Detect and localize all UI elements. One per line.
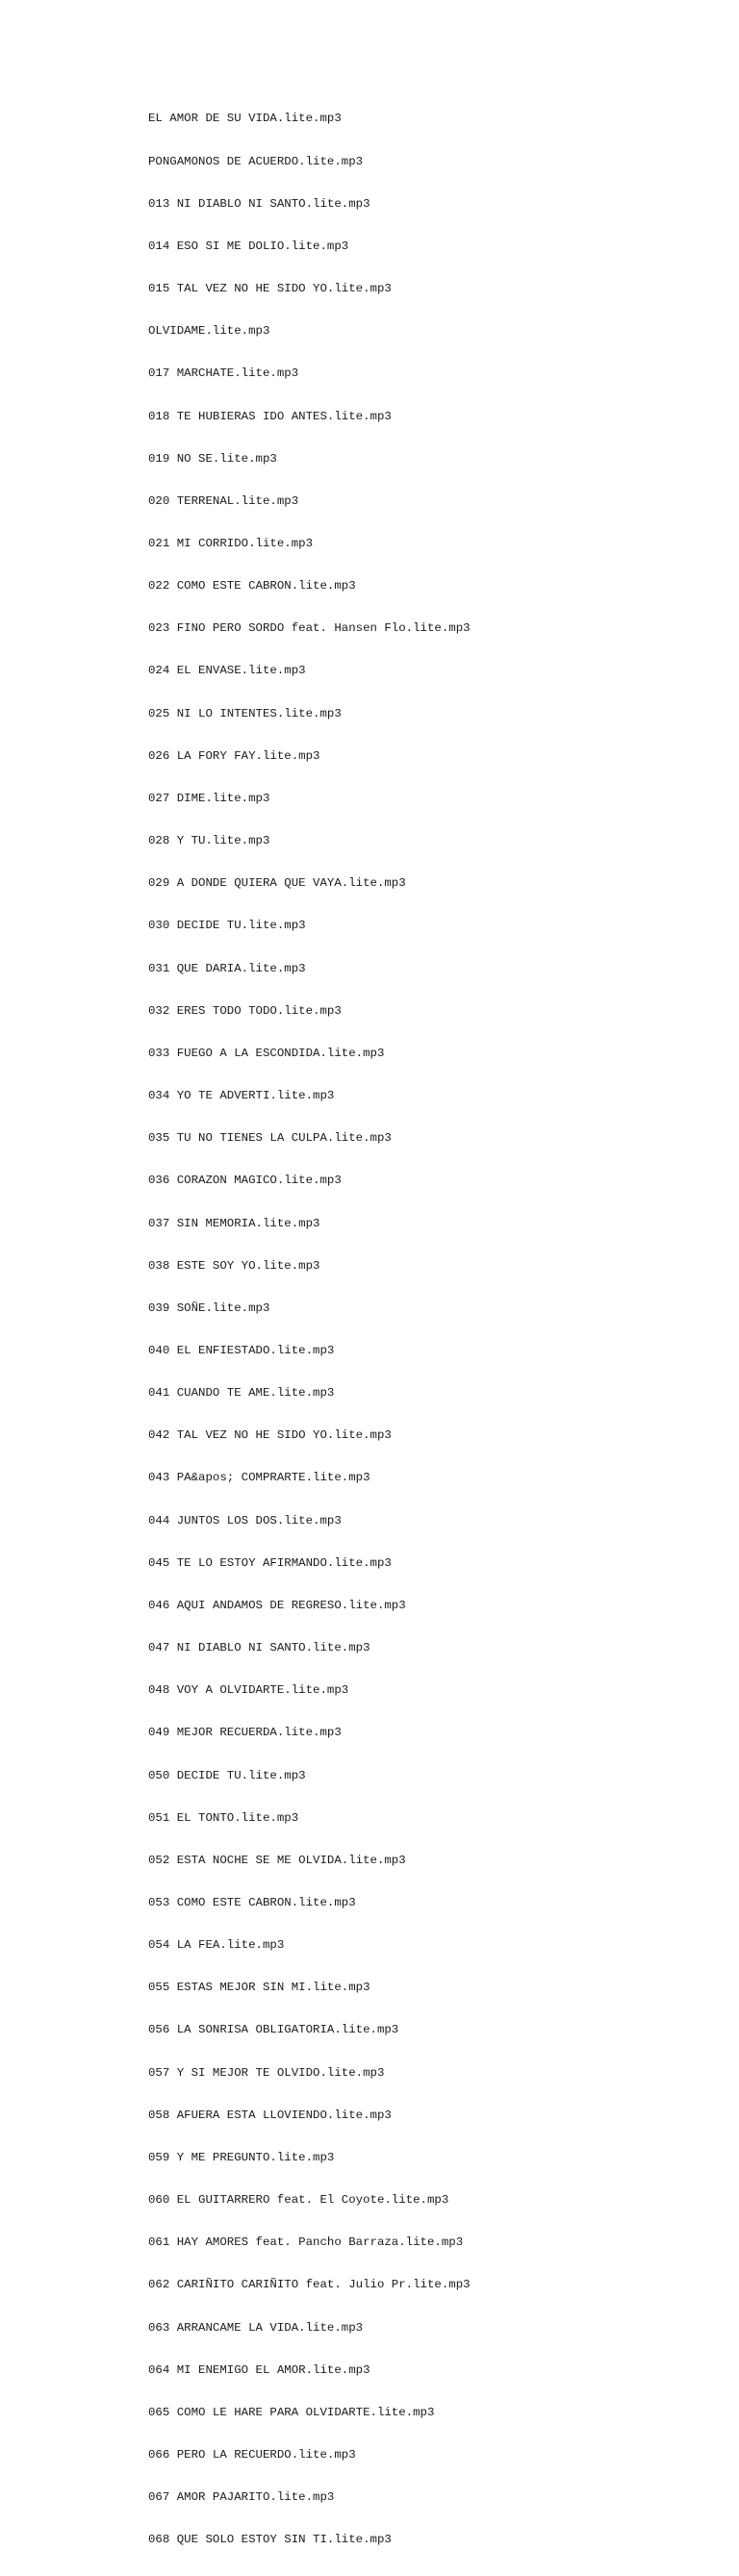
track-filename-line: 048 VOY A OLVIDARTE.lite.mp3	[148, 1683, 349, 1698]
track-filename-line: 052 ESTA NOCHE SE ME OLVIDA.lite.mp3	[148, 1853, 406, 1867]
track-filename-line: 030 DECIDE TU.lite.mp3	[148, 919, 306, 933]
track-filename-line: 019 NO SE.lite.mp3	[148, 451, 277, 466]
track-filename-line: PONGAMONOS DE ACUERDO.lite.mp3	[148, 154, 364, 168]
track-filename-line: 029 A DONDE QUIERA QUE VAYA.lite.mp3	[148, 876, 406, 891]
track-filename-line: 015 TAL VEZ NO HE SIDO YO.lite.mp3	[148, 282, 392, 296]
track-file-list	[148, 84, 471, 2576]
track-filename-line: 062 CARIÑITO CARIÑITO feat. Julio Pr.lite.mp3	[148, 2278, 471, 2292]
track-filename-line: 032 ERES TODO TODO.lite.mp3	[148, 1003, 342, 1018]
track-filename-line: 046 AQUI ANDAMOS DE REGRESO.lite.mp3	[148, 1598, 406, 1612]
track-filename-line: 059 Y ME PREGUNTO.lite.mp3	[148, 2150, 335, 2164]
track-filename-line: 033 FUEGO A LA ESCONDIDA.lite.mp3	[148, 1046, 385, 1060]
track-filename-line: 018 TE HUBIERAS IDO ANTES.lite.mp3	[148, 409, 392, 423]
track-filename-line: 013 NI DIABLO NI SANTO.lite.mp3	[148, 196, 370, 211]
track-filename-line: 064 MI ENEMIGO EL AMOR.lite.mp3	[148, 2362, 370, 2377]
track-filename-line: 056 LA SONRISA OBLIGATORIA.lite.mp3	[148, 2023, 399, 2037]
track-filename-line: 051 EL TONTO.lite.mp3	[148, 1810, 299, 1825]
track-filename-line: 014 ESO SI ME DOLIO.lite.mp3	[148, 239, 349, 253]
track-filename-line: 065 COMO LE HARE PARA OLVIDARTE.lite.mp3	[148, 2405, 435, 2419]
track-filename-line: 047 NI DIABLO NI SANTO.lite.mp3	[148, 1641, 370, 1655]
track-filename-line: 068 QUE SOLO ESTOY SIN TI.lite.mp3	[148, 2533, 392, 2547]
track-filename-line: EL AMOR DE SU VIDA.lite.mp3	[148, 112, 342, 126]
track-filename-line: 021 MI CORRIDO.lite.mp3	[148, 537, 314, 550]
track-filename-line: 058 AFUERA ESTA LLOVIENDO.lite.mp3	[148, 2108, 392, 2122]
track-filename-line: 034 YO TE ADVERTI.lite.mp3	[148, 1089, 335, 1103]
track-filename-line: 028 Y TU.lite.mp3	[148, 834, 270, 848]
track-filename-line: 044 JUNTOS LOS DOS.lite.mp3	[148, 1513, 342, 1528]
track-filename-line: 041 CUANDO TE AME.lite.mp3	[148, 1386, 335, 1401]
track-filename-line: 042 TAL VEZ NO HE SIDO YO.lite.mp3	[148, 1428, 392, 1443]
track-filename-line: 025 NI LO INTENTES.lite.mp3	[148, 706, 342, 720]
track-filename-line: 022 COMO ESTE CABRON.lite.mp3	[148, 579, 356, 593]
track-filename-line: 023 FINO PERO SORDO feat. Hansen Flo.lite.mp3	[148, 621, 471, 636]
track-filename-line: 055 ESTAS MEJOR SIN MI.lite.mp3	[148, 1981, 370, 1995]
track-filename-line: 038 ESTE SOY YO.lite.mp3	[148, 1258, 320, 1273]
track-filename-line: 054 LA FEA.lite.mp3	[148, 1938, 285, 1953]
track-filename-line: 053 COMO ESTE CABRON.lite.mp3	[148, 1896, 356, 1909]
track-filename-line: 017 MARCHATE.lite.mp3	[148, 366, 299, 381]
track-filename-line: 037 SIN MEMORIA.lite.mp3	[148, 1216, 320, 1230]
track-filename-line: 020 TERRENAL.lite.mp3	[148, 493, 299, 508]
track-filename-line: 039 SOÑE.lite.mp3	[148, 1301, 270, 1315]
track-filename-line: 049 MEJOR RECUERDA.lite.mp3	[148, 1726, 342, 1740]
track-filename-line: 067 AMOR PAJARITO.lite.mp3	[148, 2490, 335, 2505]
track-filename-line: 060 EL GUITARRERO feat. El Coyote.lite.mp3	[148, 2193, 449, 2208]
track-filename-line: 040 EL ENFIESTADO.lite.mp3	[148, 1343, 335, 1357]
track-filename-line: 026 LA FORY FAY.lite.mp3	[148, 748, 320, 763]
track-filename-line: 036 CORAZON MAGICO.lite.mp3	[148, 1174, 342, 1188]
track-filename-line: 027 DIME.lite.mp3	[148, 791, 270, 805]
track-filename-line: 035 TU NO TIENES LA CULPA.lite.mp3	[148, 1131, 392, 1146]
track-filename-line: 045 TE LO ESTOY AFIRMANDO.lite.mp3	[148, 1555, 392, 1570]
track-filename-line: 066 PERO LA RECUERDO.lite.mp3	[148, 2448, 356, 2462]
track-filename-line: 031 QUE DARIA.lite.mp3	[148, 961, 306, 975]
track-filename-line: 057 Y SI MEJOR TE OLVIDO.lite.mp3	[148, 2065, 385, 2080]
track-filename-line: 024 EL ENVASE.lite.mp3	[148, 664, 306, 678]
track-filename-line: 061 HAY AMORES feat. Pancho Barraza.lite.mp3	[148, 2235, 464, 2250]
track-filename-line: 050 DECIDE TU.lite.mp3	[148, 1768, 306, 1782]
track-filename-line: 063 ARRANCAME LA VIDA.lite.mp3	[148, 2320, 364, 2335]
track-filename-line: 043 PA&apos; COMPRARTE.lite.mp3	[148, 1471, 370, 1485]
track-filename-line: OLVIDAME.lite.mp3	[148, 324, 270, 339]
